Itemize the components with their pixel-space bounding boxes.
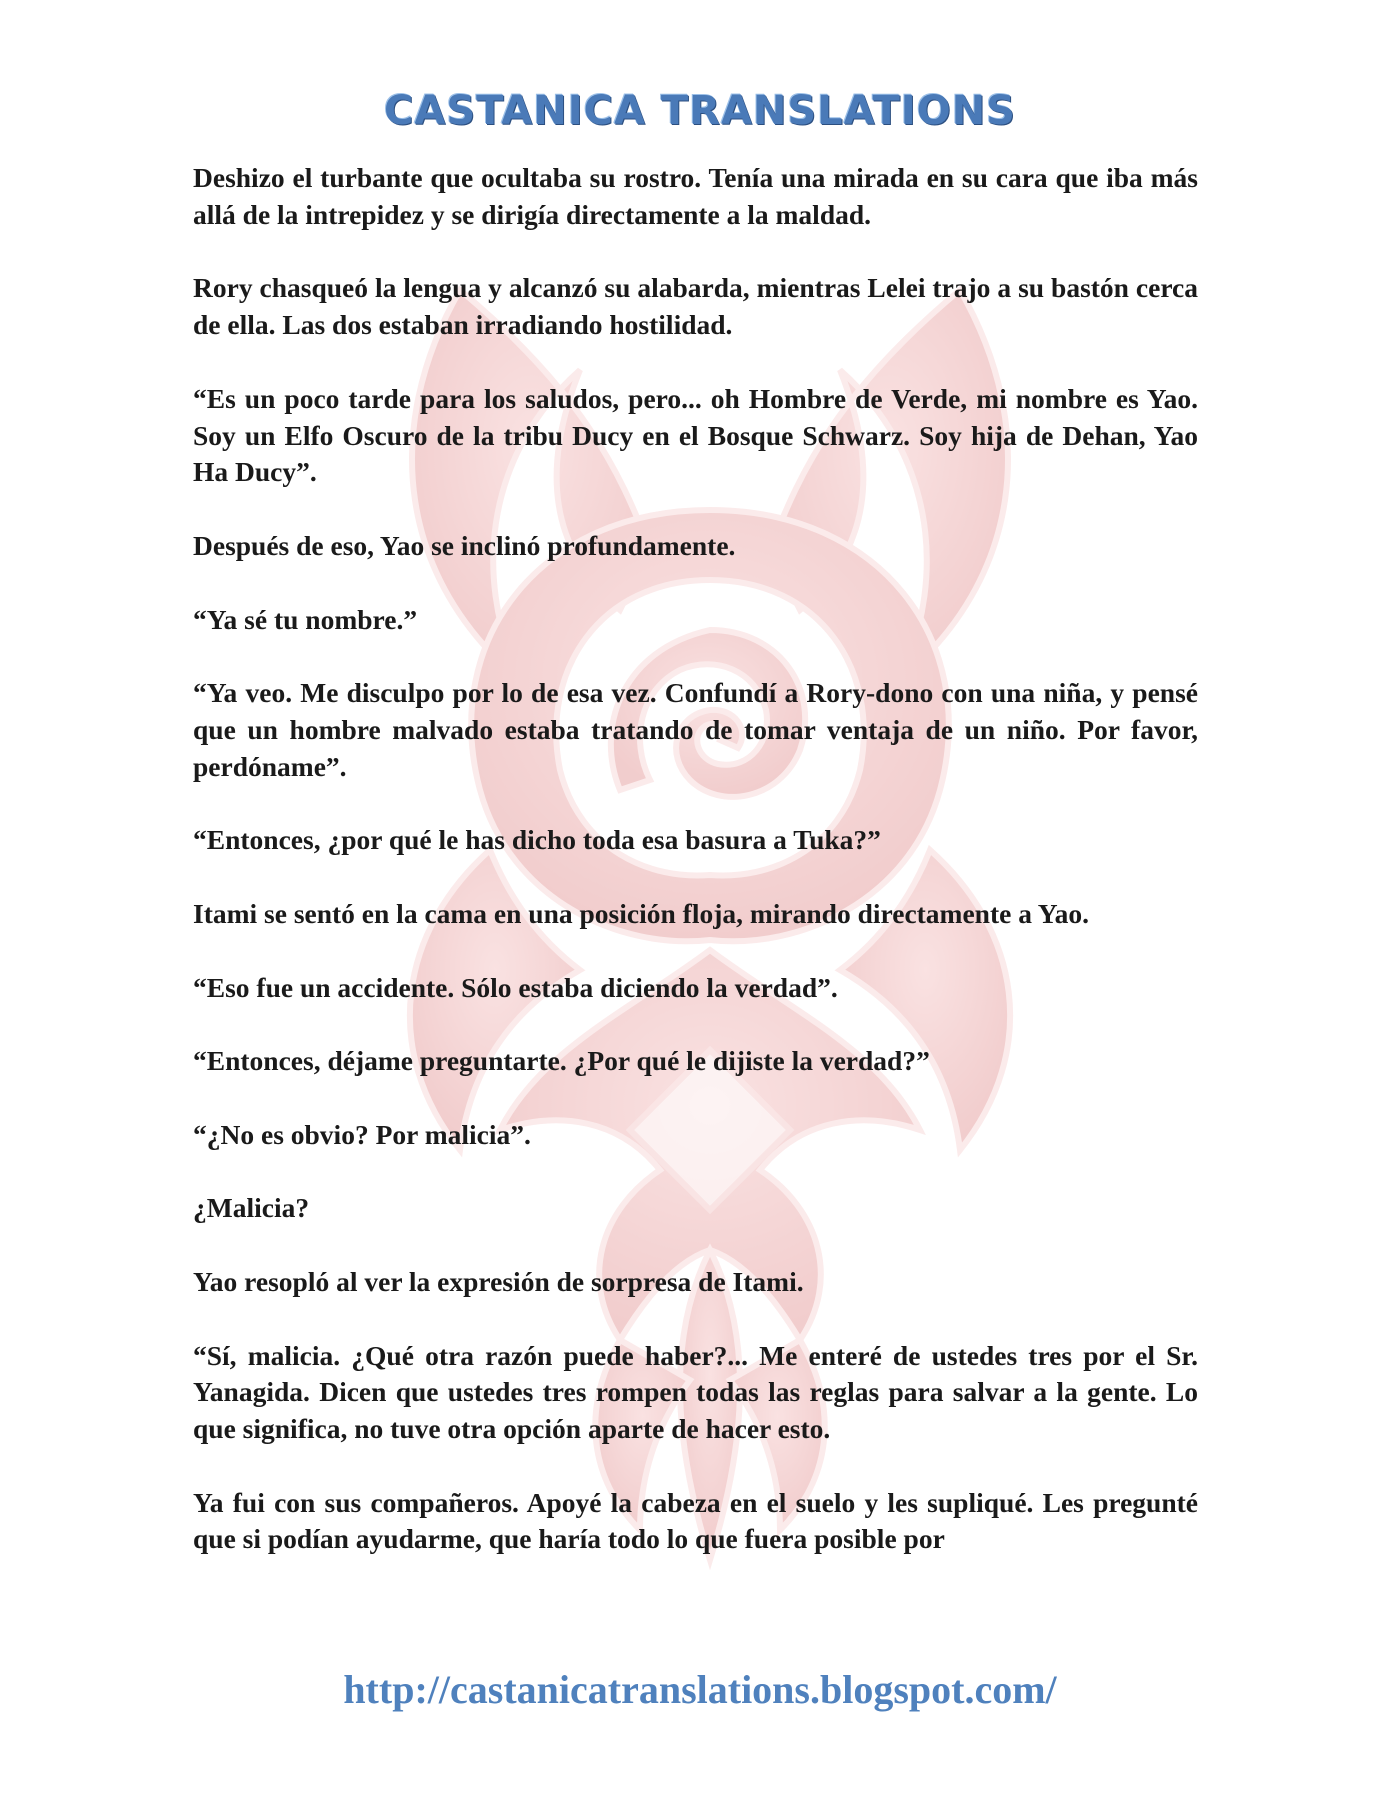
paragraph: Yao resopló al ver la expresión de sorpresa de Itami.: [193, 1265, 804, 1297]
paragraph: “Eso fue un accidente. Sólo estaba diciendo la verdad”.: [193, 971, 838, 1003]
paragraph: Deshizo el turbante que ocultaba su rostro. Tenía una mirada en su cara que iba más allá de la intrepidez y se dirigía directamente a la maldad.: [193, 162, 1198, 230]
paragraph: “¿No es obvio? Por malicia”.: [193, 1118, 531, 1150]
paragraph: “Entonces, ¿por qué le has dicho toda esa basura a Tuka?”: [193, 824, 881, 856]
paragraph: “Ya sé tu nombre.”: [193, 603, 418, 635]
paragraph: Ya fui con sus compañeros. Apoyé la cabeza en el suelo y les supliqué. Les pregunté que si podían ayudarme, que haría todo lo que fuera posible por: [193, 1486, 1198, 1555]
paragraph: “Entonces, déjame preguntarte. ¿Por qué le dijiste la verdad?”: [193, 1045, 930, 1077]
paragraph: “Sí, malicia. ¿Qué otra razón puede haber?... Me enteré de ustedes tres por el Sr. Yanagida. Dicen que ustedes tres rompen todas las reglas para salvar a la gente. Lo que significa, no tuve otra opción aparte de hacer esto.: [193, 1339, 1198, 1445]
paragraph: Después de eso, Yao se inclinó profundamente.: [193, 529, 736, 561]
paragraph: Rory chasqueó la lengua y alcanzó su alabarda, mientras Lelei trajo a su bastón cerca de ella. Las dos estaban irradiando hostilidad.: [193, 272, 1198, 341]
header-title: CASTANICA TRANSLATIONS: [384, 88, 1016, 134]
document-body: [193, 160, 1198, 1595]
paragraph: Itami se sentó en la cama en una posición floja, mirando directamente a Yao.: [193, 897, 1089, 929]
paragraph: ¿Malicia?: [193, 1192, 310, 1224]
paragraph: “Ya veo. Me disculpo por lo de esa vez. Confundí a Rory-dono con una niña, y pensé que un hombre malvado estaba tratando de tomar ventaja de un niño. Por favor, perdóname”.: [193, 677, 1198, 782]
footer-url-link[interactable]: http://castanicatranslations.blogspot.com/: [343, 1667, 1057, 1712]
paragraph: “Es un poco tarde para los saludos, pero... oh Hombre de Verde, mi nombre es Yao. Soy un Elfo Oscuro de la tribu Ducy en el Bosque Schwarz. Soy hija de Dehan, Yao Ha Ducy”.: [193, 382, 1198, 488]
